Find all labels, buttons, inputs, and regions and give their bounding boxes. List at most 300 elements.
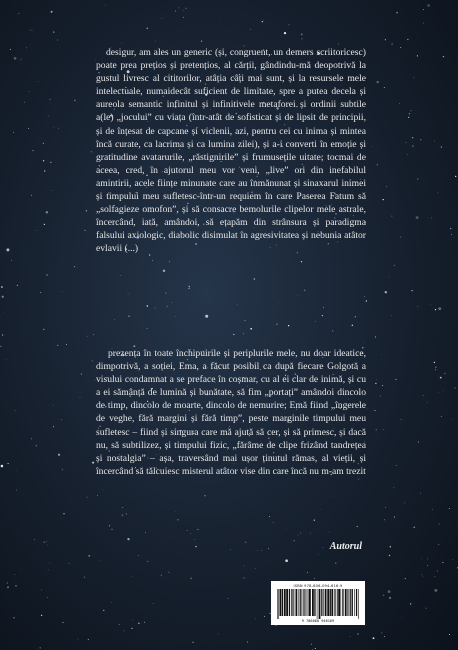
star [18, 60, 19, 61]
star [399, 103, 400, 104]
barcode-bar [350, 589, 351, 616]
star [1, 286, 3, 288]
star [414, 527, 415, 528]
star [15, 574, 16, 575]
star [381, 354, 382, 355]
star [389, 597, 391, 599]
star [15, 410, 16, 411]
star [92, 462, 94, 464]
star [0, 346, 1, 347]
barcode-bar [303, 589, 304, 616]
star [169, 261, 170, 262]
star [58, 128, 59, 129]
star [383, 429, 384, 430]
star [376, 429, 377, 430]
star [407, 154, 408, 155]
barcode-bar [312, 589, 314, 616]
star [43, 541, 45, 543]
star [338, 44, 339, 45]
barcode-bar [289, 589, 290, 616]
star [176, 511, 177, 512]
star [401, 419, 402, 420]
star [20, 571, 21, 572]
star [155, 316, 156, 317]
star [438, 544, 439, 545]
star [15, 585, 16, 586]
star [423, 9, 424, 10]
star [205, 315, 208, 318]
star [161, 575, 162, 576]
star [408, 117, 409, 118]
barcode-icon [275, 589, 361, 619]
star [364, 296, 365, 297]
star [10, 49, 11, 50]
star [14, 57, 17, 60]
barcode-bar [345, 589, 347, 616]
star [402, 618, 403, 619]
star [286, 530, 287, 531]
star [53, 32, 54, 33]
star [368, 409, 369, 410]
star [294, 540, 295, 541]
barcode-bar [280, 589, 282, 616]
star [280, 36, 281, 37]
star [58, 454, 60, 456]
star [384, 87, 385, 88]
star [219, 21, 220, 22]
star [183, 10, 184, 11]
star [62, 622, 63, 623]
star [298, 535, 299, 536]
barcode-bar [296, 589, 298, 616]
star [36, 445, 37, 446]
star [423, 577, 424, 578]
star [434, 362, 435, 363]
star [243, 333, 244, 334]
star [111, 602, 112, 603]
star [11, 260, 12, 261]
star [2, 296, 4, 298]
star [257, 550, 258, 551]
star [376, 379, 377, 380]
star [268, 548, 269, 549]
star [49, 563, 50, 564]
star [438, 392, 439, 393]
star [47, 541, 48, 542]
star [175, 316, 176, 317]
star [74, 100, 75, 101]
barcode-bar [309, 589, 311, 616]
star [421, 558, 422, 559]
star [69, 563, 70, 564]
star [301, 261, 302, 262]
star [97, 495, 98, 496]
star [155, 308, 156, 309]
star [263, 21, 264, 22]
star [132, 620, 133, 621]
star [433, 548, 434, 549]
star [404, 502, 405, 503]
star [318, 554, 319, 555]
star [165, 292, 166, 293]
star [291, 296, 292, 297]
star [195, 546, 196, 547]
barcode-bar [337, 589, 338, 616]
star [417, 178, 418, 179]
barcode-bar [300, 589, 301, 616]
star [302, 38, 303, 39]
barcode-bar [338, 589, 340, 616]
star [131, 628, 132, 629]
star [86, 497, 87, 498]
barcode-bar [277, 589, 278, 619]
star [18, 13, 19, 14]
star [410, 603, 411, 604]
star [332, 330, 333, 331]
star [153, 603, 154, 604]
star [388, 590, 391, 593]
star [375, 337, 376, 338]
star [84, 230, 85, 231]
star [36, 230, 37, 231]
star [103, 489, 104, 490]
star [233, 334, 234, 335]
preface-paragraph-1: desigur, am ales un generic (și, congruent, un demers scriitoricesc) poate prea prețios și pretențios, al cărții, gândindu-mă deopotrivă la gustul livresc al cititorilor, atâția câți mai sunt, și la resursele mele intelectuale, numaidecât suficient de limitate, spre a putea decela și aureola semantic infinitul și infinitivele metaforei și ordinii subtile a(le) „jocului” cu viața (într-atât de sofisticat și de lipsit de principii, și de înțesat de capcane și viclenii, azi, pentru cei cu inima și mintea încă curate, ca lacrima și ca lumina zilei), și a-i converti în emoție și gratitudine avatarurile, „răstignirile” și frumusețile uitate; tocmai de aceea, cred, în ajutorul meu vor veni, „live” ori din inefabilul amintirii, acele ființe minunate care au înmănunat și sinaxarul inimei și timpului meu sufletesc-într-un requiem în care Paserea Fatum să „solfagieze omofon”, și să consacre bemolurile clipelor mele astrale, încercând, iată, amândoi, să ețapăm din strânsura și paradigma falsului axiologic, diabolic disimulat în agresivitatea și nebunia atâtor evlavii (...) [96, 47, 366, 255]
barcode-bar [314, 589, 315, 616]
star [372, 146, 373, 147]
star [147, 561, 148, 562]
star [31, 195, 32, 196]
star [288, 325, 289, 326]
barcode-bar [347, 589, 348, 616]
star [34, 539, 35, 540]
star [357, 633, 358, 634]
author-signature: Autorul [329, 541, 362, 552]
isbn-digits: 9 786060 946169 [301, 619, 335, 623]
barcode-bar [335, 589, 336, 616]
star [389, 555, 390, 556]
star [145, 532, 146, 533]
star [434, 141, 435, 142]
star [427, 558, 428, 559]
star [120, 275, 121, 276]
star [201, 41, 202, 42]
star [24, 102, 25, 103]
star [394, 517, 395, 518]
star [30, 160, 31, 161]
star [432, 509, 433, 510]
star [88, 555, 90, 557]
star [243, 577, 244, 578]
star [51, 11, 53, 13]
star [376, 81, 378, 83]
star [92, 361, 93, 362]
star [122, 514, 124, 516]
star [228, 598, 229, 599]
star [439, 523, 440, 524]
star [54, 127, 55, 128]
star [333, 496, 334, 497]
isbn-label: ISBN 978-606-094-616-9 [293, 584, 343, 588]
barcode-bar [286, 589, 288, 616]
star [451, 419, 452, 420]
star [91, 151, 92, 152]
star [449, 634, 450, 635]
star [335, 563, 336, 564]
star [317, 529, 318, 530]
star [189, 286, 190, 287]
star [380, 395, 381, 396]
star [444, 373, 445, 374]
barcode-bar [334, 589, 335, 616]
star [31, 439, 32, 440]
star [375, 383, 376, 384]
star [273, 522, 274, 523]
star [186, 8, 187, 9]
star [410, 110, 411, 111]
star [147, 28, 148, 29]
star [155, 41, 156, 42]
star [244, 320, 245, 321]
barcode-bar [291, 589, 292, 616]
star [386, 186, 387, 187]
star [443, 56, 444, 57]
barcode-bar [327, 589, 329, 616]
star [103, 610, 104, 611]
star [418, 306, 419, 307]
barcode-bar [321, 589, 322, 616]
star [375, 410, 376, 411]
star [121, 43, 122, 44]
star [412, 146, 413, 147]
star [400, 47, 401, 48]
star [81, 373, 82, 374]
star [168, 572, 169, 573]
star [307, 572, 308, 573]
star [254, 278, 255, 279]
star [43, 143, 44, 144]
star [111, 529, 112, 530]
star [197, 529, 198, 530]
star [435, 309, 436, 310]
star [43, 329, 44, 330]
star [449, 508, 450, 509]
star [293, 41, 294, 42]
star [391, 43, 392, 44]
star [442, 562, 443, 563]
star [191, 533, 192, 534]
star [16, 490, 17, 491]
star [192, 642, 193, 643]
star [183, 17, 184, 18]
star [187, 530, 188, 531]
star [298, 295, 299, 296]
barcode-bar [299, 589, 300, 616]
star [417, 55, 418, 56]
star [52, 190, 53, 191]
star [390, 546, 391, 547]
star [247, 642, 248, 643]
star [179, 8, 180, 9]
star [431, 304, 432, 305]
star [440, 615, 441, 616]
star [74, 266, 75, 267]
star [262, 550, 263, 551]
star [57, 40, 58, 41]
star [189, 288, 190, 289]
star [46, 211, 49, 214]
barcode-bar [356, 589, 357, 616]
star [1, 465, 4, 468]
star [391, 315, 392, 316]
star [161, 18, 162, 19]
star [285, 559, 288, 562]
star [63, 513, 64, 514]
star [28, 128, 29, 129]
star [218, 634, 219, 635]
star [323, 307, 324, 308]
barcode-bar [330, 589, 331, 616]
star [166, 306, 167, 307]
star [147, 305, 148, 306]
star [2, 334, 3, 335]
star [48, 569, 49, 570]
star [300, 532, 301, 533]
star [204, 495, 205, 496]
star [53, 426, 54, 427]
star [105, 5, 106, 6]
star [13, 617, 14, 618]
barcode-bar [331, 589, 333, 616]
star [84, 577, 85, 578]
star [314, 578, 315, 579]
star [88, 639, 89, 640]
barcode-bar [342, 589, 343, 616]
star [48, 115, 49, 116]
star [16, 470, 17, 471]
star [138, 555, 139, 556]
star [144, 622, 145, 623]
star [407, 39, 408, 40]
star [384, 519, 385, 520]
barcode-bar [304, 589, 305, 616]
star [31, 30, 32, 31]
star [50, 99, 51, 100]
star [452, 559, 453, 560]
star [264, 616, 265, 617]
star [427, 4, 430, 7]
star [245, 542, 246, 543]
star [284, 32, 286, 34]
star [32, 150, 33, 151]
star [350, 636, 351, 637]
star [94, 380, 95, 381]
star [262, 21, 263, 22]
star [114, 319, 115, 320]
star [405, 578, 406, 579]
star [128, 315, 129, 316]
star [53, 405, 54, 406]
barcode-bar [354, 589, 355, 616]
star [440, 377, 442, 379]
star [6, 359, 7, 360]
star [29, 29, 30, 30]
star [177, 519, 178, 520]
star [409, 113, 410, 114]
barcode-bar [358, 589, 359, 619]
star [455, 176, 456, 177]
barcode-bar [325, 589, 327, 616]
star [321, 509, 322, 510]
star [29, 91, 30, 92]
barcode-bar [319, 589, 321, 619]
star [8, 463, 9, 464]
star [431, 217, 432, 218]
star [322, 315, 323, 316]
star [357, 526, 358, 527]
star [355, 316, 356, 317]
star [86, 210, 87, 211]
star [63, 291, 64, 292]
star [122, 507, 123, 508]
star [40, 292, 41, 293]
star [391, 216, 392, 217]
star [194, 539, 195, 540]
star [441, 147, 442, 148]
star [450, 228, 451, 229]
star [329, 532, 330, 533]
star [17, 285, 18, 286]
star [352, 325, 353, 326]
star [301, 33, 303, 35]
barcode-bar [317, 589, 318, 619]
star [13, 132, 14, 133]
star [443, 390, 444, 391]
star [191, 578, 192, 579]
star [385, 291, 387, 293]
star [420, 493, 421, 494]
star [26, 48, 27, 49]
star [434, 589, 437, 592]
barcode-bar [282, 589, 283, 616]
star [366, 300, 367, 301]
barcode-bar [349, 589, 350, 616]
star [250, 328, 252, 330]
star [66, 344, 67, 345]
star [255, 619, 256, 620]
star [100, 560, 101, 561]
star [188, 288, 189, 289]
star [124, 631, 125, 632]
star [109, 525, 110, 526]
star [126, 513, 127, 514]
star [250, 29, 251, 30]
star [427, 565, 428, 566]
star [389, 277, 390, 278]
barcode-bar [293, 589, 294, 616]
star [438, 307, 441, 310]
star [47, 597, 48, 598]
star [61, 419, 62, 420]
barcode-bar [284, 589, 286, 616]
star [426, 608, 427, 609]
star [451, 234, 452, 235]
star [46, 274, 47, 275]
star [248, 560, 249, 561]
star [278, 302, 279, 303]
star [421, 574, 422, 575]
star [377, 164, 378, 165]
